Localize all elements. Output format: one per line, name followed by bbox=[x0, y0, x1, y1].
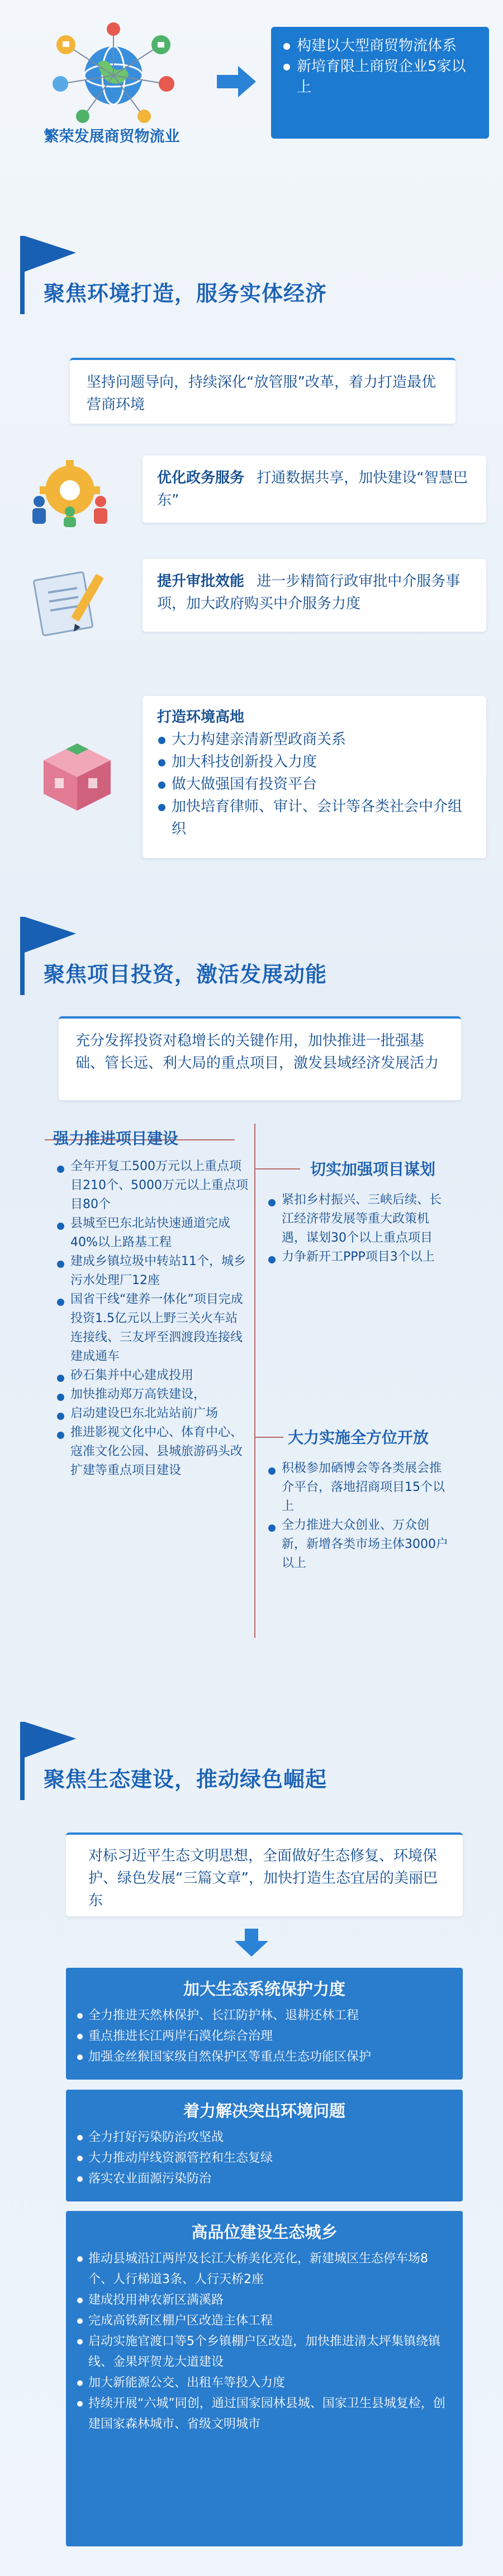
right-list-2 bbox=[267, 1459, 452, 1573]
list-item: 全力打好污染防治攻坚战 bbox=[88, 2127, 448, 2148]
list-item: 加强金丝猴国家级自然保护区等重点生态功能区保护 bbox=[88, 2047, 448, 2067]
list-item: 全力推进大众创业、万众创新，新增各类市场主体3000户以上 bbox=[267, 1516, 452, 1573]
section1-header bbox=[0, 230, 503, 314]
list-item: 加快推动郑万高铁建设， bbox=[56, 1385, 249, 1404]
row-approval-efficiency bbox=[143, 559, 486, 632]
project-columns bbox=[0, 1124, 503, 1671]
eco-box-title: 加大生态系统保护力度 bbox=[183, 1980, 345, 1999]
divider-line bbox=[255, 1437, 283, 1438]
list-item: 推动县城沿江两岸及长江大桥美化亮化，新建城区生态停车场8个、人行梯道3条、人行天桥2座 bbox=[88, 2248, 448, 2290]
eco-box-urban bbox=[66, 2211, 463, 2546]
right-column-title-1: 切实加强项目谋划 bbox=[310, 1160, 436, 1178]
list-item: 推进影视文化中心、体育中心、寇准文化公园、县城旅游码头改扩建等重点项目建设 bbox=[56, 1423, 249, 1480]
section1-title: 聚焦环境打造，服务实体经济 bbox=[44, 281, 328, 306]
eco-box-title: 高品位建设生态城乡 bbox=[191, 2223, 338, 2242]
building-block-icon bbox=[32, 727, 122, 816]
list-item: 全年开复工500万元以上重点项目210个、5000万元以上重点项目80个 bbox=[56, 1157, 249, 1214]
list-item: 大力推动岸线资源管控和生态复绿 bbox=[88, 2148, 448, 2168]
section3-title: 聚焦生态建设，推动绿色崛起 bbox=[44, 1767, 328, 1792]
eco-box-pollution bbox=[66, 2090, 463, 2201]
list-item: 大力构建亲清新型政商关系 bbox=[157, 728, 472, 751]
row-text: 进一步精简行政审批中介服务事项，加大政府购买中介服务力度 bbox=[157, 573, 461, 612]
divider-line bbox=[254, 1124, 255, 1638]
section2-intro: 充分发挥投资对稳增长的关键作用，加快推进一批强基础、管长远、利大局的重点项目，激发县域经济发展活力 bbox=[59, 1016, 461, 1100]
list-item: 启动实施官渡口等5个乡镇棚户区改造，加快推进清太坪集镇绕镇线、金果坪贺龙大道建设 bbox=[88, 2331, 448, 2373]
row-label: 优化政务服务 bbox=[157, 470, 245, 486]
list-item: 做大做强国有投资平台 bbox=[157, 773, 472, 795]
list-item: 建成乡镇垃圾中转站11个，城乡污水处理厂12座 bbox=[56, 1252, 249, 1290]
list-item: 启动建设巴东北站站前广场 bbox=[56, 1404, 249, 1423]
arrow-right-icon bbox=[217, 66, 256, 97]
list-item: 完成高铁新区棚户区改造主体工程 bbox=[88, 2310, 448, 2331]
gear-people-icon bbox=[22, 456, 117, 528]
row-environment-highland bbox=[143, 696, 486, 858]
list-item: 加大新能源公交、出租车等投入力度 bbox=[88, 2373, 448, 2393]
eco-box-protection bbox=[66, 1968, 463, 2080]
list-item: 重点推进长江两岸石漠化综合治理 bbox=[88, 2026, 448, 2047]
list-item: 加快培育律师、审计、会计等各类社会中介组织 bbox=[157, 795, 472, 840]
right-column-title-2: 大力实施全方位开放 bbox=[288, 1428, 429, 1447]
arrow-down-icon bbox=[235, 1929, 268, 1957]
list-item: 国省干线“建养一体化”项目完成投资1.5亿元以上野三关火车站连接线、三友坪至泗渡段连接线建成通车 bbox=[56, 1290, 249, 1366]
list-item: 力争新开工PPP项目3个以上 bbox=[267, 1248, 452, 1267]
list-item: 建成投用神农新区满溪路 bbox=[88, 2290, 448, 2310]
row-optimize-service bbox=[143, 456, 486, 523]
list-item: 县城至巴东北站快速通道完成40%以上路基工程 bbox=[56, 1214, 249, 1252]
list-item: 落实农业面源污染防治 bbox=[88, 2168, 448, 2189]
section3-header bbox=[0, 1716, 503, 1800]
commerce-goals-box bbox=[271, 27, 489, 139]
hub-caption: 繁荣发展商贸物流业 bbox=[44, 128, 180, 145]
section2-header bbox=[0, 911, 503, 995]
row-label: 打造环境高地 bbox=[157, 709, 245, 726]
row-label: 提升审批效能 bbox=[157, 573, 245, 590]
section3-intro: 对标习近平生态文明思想，全面做好生态修复、环境保护、绿色发展“三篇文章”，加快打造生态宜居的美丽巴东 bbox=[66, 1832, 463, 1916]
document-pen-icon bbox=[27, 565, 116, 637]
row-text: 打通数据共享，加快建设“智慧巴东” bbox=[157, 470, 468, 509]
eco-box-title: 着力解决突出环境问题 bbox=[183, 2101, 345, 2120]
left-project-list bbox=[56, 1157, 249, 1480]
list-item: 加大科技创新投入力度 bbox=[157, 751, 472, 773]
list-item: 紧扣乡村振兴、三峡后续、长江经济带发展等重大政策机遇，谋划30个以上重点项目 bbox=[267, 1191, 452, 1248]
list-item: 积极参加硒博会等各类展会推介平台，落地招商项目15个以上 bbox=[267, 1459, 452, 1516]
list-item: 持续开展“六城”同创，通过国家园林县城、国家卫生县城复检，创建国家森林城市、省级文明城市 bbox=[88, 2393, 448, 2435]
section1-intro: 坚持问题导向，持续深化“放管服”改革，着力打造最优营商环境 bbox=[70, 358, 455, 424]
right-list-1 bbox=[267, 1191, 452, 1267]
goal-item: 新培育限上商贸企业5家以上 bbox=[297, 56, 477, 98]
list-item: 砂石集并中心建成投用 bbox=[56, 1366, 249, 1385]
section2-title: 聚焦项目投资，激活发展动能 bbox=[44, 962, 328, 987]
commerce-logistics-hub-icon bbox=[49, 22, 178, 123]
left-column-title: 强力推进项目建设 bbox=[53, 1129, 179, 1148]
top-section bbox=[0, 0, 503, 168]
list-item: 全力推进天然林保护、长江防护林、退耕还林工程 bbox=[88, 2005, 448, 2026]
divider-line bbox=[255, 1168, 300, 1169]
goal-item: 构建以大型商贸物流体系 bbox=[297, 36, 477, 56]
